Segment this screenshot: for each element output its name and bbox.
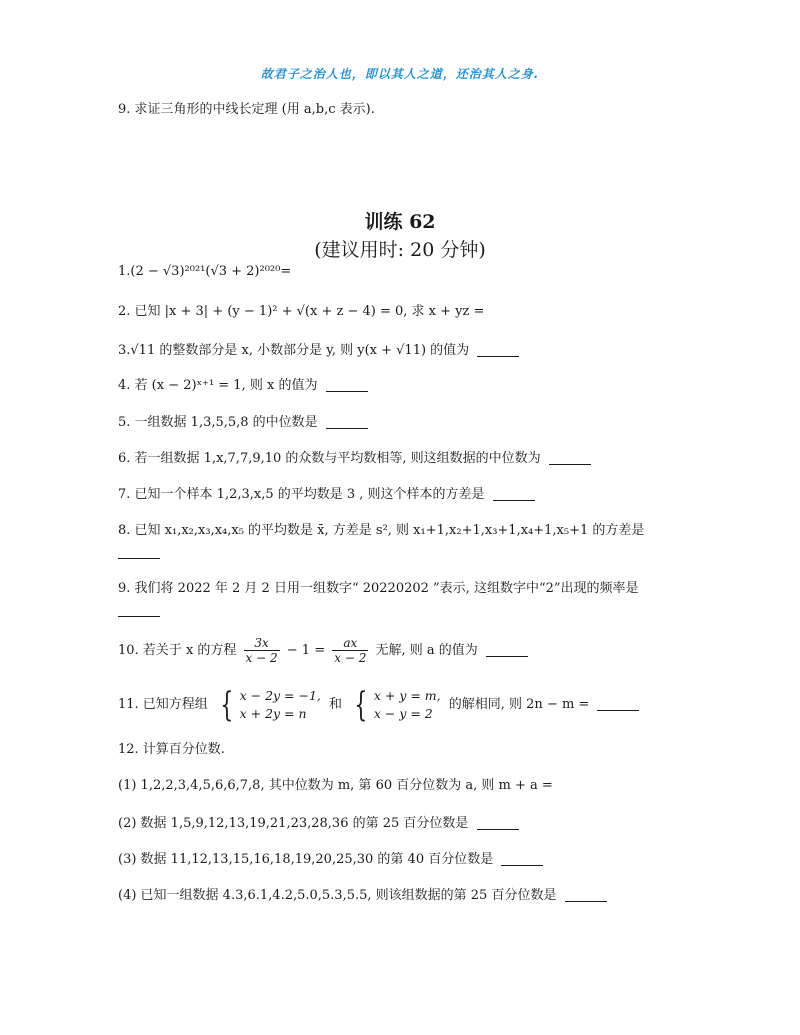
question-2-text: 2. 已知 |x + 3| + (y − 1)² + √(x + z − 4) = 0, 求 x + yz = (118, 304, 485, 319)
question-1 (118, 262, 291, 282)
question-2 (118, 302, 484, 322)
equation-row: x + 2y = n (239, 705, 307, 721)
question-12-1 (118, 776, 553, 796)
previous-question-9: 9. 求证三角形的中线长定理 (用 a,b,c 表示). (118, 102, 375, 117)
answer-blank[interactable] (493, 486, 535, 501)
answer-blank[interactable] (501, 851, 543, 866)
answer-blank[interactable] (597, 696, 639, 711)
answer-blank[interactable] (565, 887, 607, 902)
question-6-text: 6. 若一组数据 1,x,7,7,9,10 的众数与平均数相等, 则这组数据的中位数为 (118, 451, 541, 466)
question-8 (118, 521, 644, 541)
answer-blank[interactable] (118, 544, 160, 559)
question-12-text: 12. 计算百分位数. (118, 742, 225, 757)
question-6 (118, 449, 591, 469)
question-10-suffix: 无解, 则 a 的值为 (375, 643, 478, 658)
page-header-motto: 故君子之治人也，即以其人之道，还治其人之身. (260, 67, 540, 81)
answer-blank[interactable] (477, 342, 519, 357)
question-12-3 (118, 850, 543, 870)
question-3 (118, 341, 519, 361)
section-subtitle: (建议用时: 20 分钟) (314, 239, 486, 261)
question-8-text: 8. 已知 x₁,x₂,x₃,x₄,x₅ 的平均数是 x̄, 方差是 s², 则 x₁+1,x₂+1,x₃+1,x₄+1,x₅+1 的方差是 (118, 523, 645, 538)
question-7-text: 7. 已知一个样本 1,2,3,x,5 的平均数是 3 , 则这个样本的方差是 (118, 487, 485, 502)
fraction-ax-over-x-minus-2 (332, 636, 368, 665)
question-10-middle: − 1 = (286, 643, 326, 658)
answer-blank[interactable] (118, 602, 160, 617)
answer-blank[interactable] (477, 815, 519, 830)
question-12-4 (118, 886, 607, 906)
fraction-numerator: ax (332, 636, 368, 651)
fraction-denominator: x − 2 (245, 651, 278, 665)
answer-blank[interactable] (326, 414, 368, 429)
answer-blank[interactable] (486, 642, 528, 657)
question-11-and: 和 (329, 697, 343, 712)
question-3-text: 3.√11 的整数部分是 x, 小数部分是 y, 则 y(x + √11) 的值为 (118, 343, 470, 358)
question-12-2-text: (2) 数据 1,5,9,12,13,19,21,23,28,36 的第 25 百分位数是 (118, 816, 469, 831)
equation-row: x − y = 2 (373, 705, 433, 721)
question-1-text: 1.(2 − √3)²⁰²¹(√3 + 2)²⁰²⁰= (118, 264, 292, 279)
question-11 (118, 685, 639, 725)
answer-blank[interactable] (326, 377, 368, 392)
equation-system-1 (216, 684, 321, 725)
question-4 (118, 376, 368, 396)
question-9-answer-line (118, 601, 160, 621)
question-5-text: 5. 一组数据 1,3,5,5,8 的中位数是 (118, 415, 318, 430)
fraction-denominator: x − 2 (334, 651, 367, 665)
question-9-text: 9. 我们将 2022 年 2 月 2 日用一组数字“ 20220202 ”表示, 这组数字中“2”出现的频率是 (118, 581, 639, 596)
question-4-text: 4. 若 (x − 2)ˣ⁺¹ = 1, 则 x 的值为 (118, 378, 318, 393)
section-title: 训练 62 (364, 211, 436, 233)
question-8-answer-line (118, 543, 160, 563)
question-10 (118, 636, 528, 666)
question-5 (118, 413, 368, 433)
question-12 (118, 740, 225, 760)
question-7 (118, 485, 535, 505)
fraction-3x-over-x-minus-2 (244, 636, 280, 665)
question-12-3-text: (3) 数据 11,12,13,15,16,18,19,20,25,30 的第 40 百分位数是 (118, 852, 494, 867)
equation-system-2 (350, 684, 441, 725)
equation-row: x − 2y = −1, (239, 687, 321, 703)
question-11-suffix: 的解相同, 则 2n − m = (448, 697, 590, 712)
question-10-prefix: 10. 若关于 x 的方程 (118, 643, 237, 658)
equation-row: x + y = m, (373, 687, 441, 703)
question-12-2 (118, 814, 519, 834)
question-9 (118, 579, 639, 599)
answer-blank[interactable] (549, 450, 591, 465)
question-12-1-text: (1) 1,2,2,3,4,5,6,6,7,8, 其中位数为 m, 第 60 百分位数为 a, 则 m + a = (118, 778, 553, 793)
left-brace-icon: { (220, 684, 234, 725)
question-12-4-text: (4) 已知一组数据 4.3,6.1,4.2,5.0,5.3,5.5, 则该组数据的第 25 百分位数是 (118, 888, 557, 903)
fraction-numerator: 3x (244, 636, 280, 651)
question-11-prefix: 11. 已知方程组 (118, 697, 208, 712)
left-brace-icon: { (354, 684, 368, 725)
